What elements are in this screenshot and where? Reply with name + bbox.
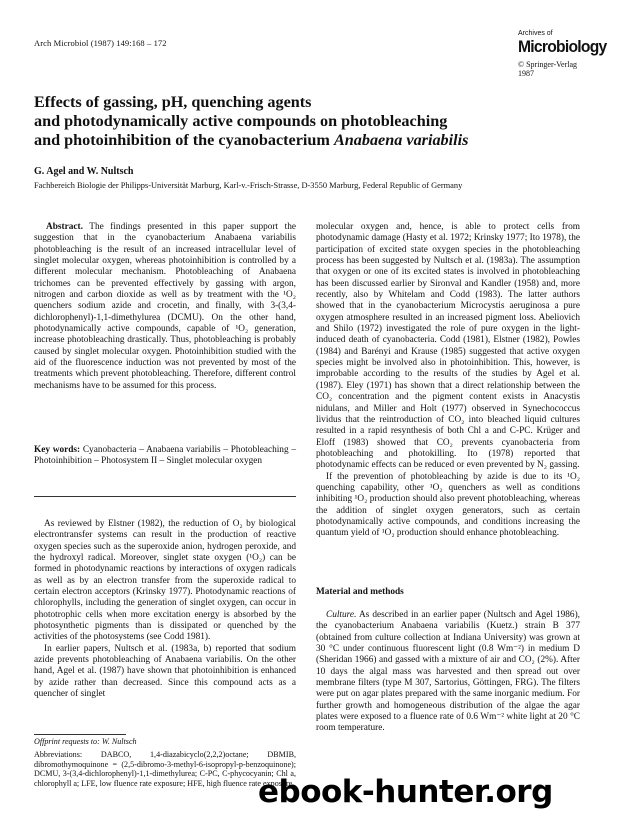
footnotes [34,737,296,789]
logo-big-text: Microbiology [518,37,607,56]
copyright-notice: © Springer-Verlag 1987 [518,60,578,78]
affiliation: Fachbereich Biologie der Philipps-Universität Marburg, Karl-v.-Frisch-Strasse, D-3550 Marburg, Federal Republic of Germany [34,181,463,190]
introduction [34,519,296,701]
methods-label: Culture. [326,610,357,620]
logo-small-text: Archives of [518,30,553,37]
abstract-text: The findings presented in this paper support the suggestion that in the cyanobacterium Anabaena variabilis photobleaching is the result of an increased intracellular level of singlet molecular oxygen, whereas photoinhibition is controlled by a different molecular mechanism. Photobleaching of Anabaena trichomes can be prevented effectively by gassing with argon, nitrogen and carbon dioxide as well as by treatment with the ¹O₂ quenchers sodium azide and crocetin, and finally, with 3-(3,4-dichlorophenyl)-1,1-dimethylurea (DCMU). On the other hand, photodynamically active compounds, capable of ¹O₂ generation, increase photobleaching drastically. Thus, photobleaching is probably caused by singlet molecular oxygen. Photoinhibition studied with the aid of the fluorescence induction was not prevented by most of the treatments which prevent photobleaching. Therefore, different control mechanisms have to be assumed for this process. [34,222,296,391]
intro-paragraph-2: In earlier papers, Nultsch et al. (1983a, b) reported that sodium azide prevents photobleaching of Anabaena variabilis. On the other hand, Agel et al. (1987) have shown that photoinhibition is enhanced by azide rather than decreased. Since this compound acts as a quencher of singlet [34,643,296,700]
title-line-3 [34,131,594,150]
keywords-text: Cyanobacteria – Anabaena variabilis – Photobleaching – Photoinhibition – Photosystem II – Singlet molecular oxygen [34,445,296,467]
abstract [34,222,296,392]
paper-title [34,93,594,150]
right-paragraph-2: If the prevention of photobleaching by azide is due to its ¹O₂ quenching capability, other ¹O₂ quenchers as well as conditions inhibiting ¹O₂ production should also prevent photobleaching, whereas the addition of singlet oxygen generators, such as certain photodynamically active compounds, and conditions increasing the quantum yield of ¹O₂ production should enhance photobleaching. [316,471,580,539]
keywords-label: Key words: [34,445,81,455]
footnote-divider [34,734,126,735]
abbreviations-note: Abbreviations: DABCO, 1,4-diazabicyclo(2,2,2)octane; DBMIB, dibromothymoquinone = (2,5-dibromo-3-methyl-6-isopropyl-p-benzoquinone); DCMU, 3-(3,4-dichlorophenyl)-1,1-dimethylurea; C-PC, C-phycocyanin; Chl a, chlorophyll a; LFE, low fluence rate exposure; HFE, high fluence rate exposure [34,749,296,789]
title-line-1: Effects of gassing, pH, quenching agents [34,93,312,111]
title-line-3-main: and photoinhibition of the cyanobacterium [34,131,334,149]
right-paragraph-1: molecular oxygen and, hence, is able to protect cells from photodynamic damage (Hasty et al. 1972; Krinsky 1977; Ito 1978), the participation of excited state oxygen species in the photobleaching process has been suggested by Nultsch et al. (1983a). The assumption that oxygen or one of its excited states is involved in photobleaching has been discussed earlier by Sironval and Kandler (1958) and, more recently, also by Whitelam and Codd (1983). The latter authors showed that in the cyanobacterium Microcystis aeruginosa a pure oxygen atmosphere resulted in an increased pigment loss. Abeliovich and Shilo (1972) investigated the role of pure oxygen in the light-induced death of cyanobacteria. Codd (1981), Elstner (1982), Powles (1984) and Barényi and Krause (1985) suggested that active oxygen species might be involved also in photoinhibition. This, however, is improbable according to the results of the studies by Agel et al. (1987). Eley (1971) has shown that a direct relationship between the CO₂ concentration and the pigment content exists in Anacystis nidulans, and Miller and Holt (1977) observed in Synechococcus lividus that the reintroduction of CO₂ into bleached liquid cultures resulted in a rapid resynthesis of both Chl a and C-PC. Krüger and Eloff (1983) showed that CO₂ prevents cyanobacteria from photobleaching and photokilling. Ito (1978) reported that photodynamic effects can be reduced or even prevented by N₂ gassing. [316,222,580,471]
journal-reference: Arch Microbiol (1987) 149:168 – 172 [34,38,167,48]
journal-logo [518,30,607,78]
section-title: Material and methods [316,587,404,597]
abstract-divider [34,496,296,497]
methods-text: As described in an earlier paper (Nultsch and Agel 1986), the cyanobacterium Anabaena variabilis (Kuetz.) strain B 377 (obtained from culture collection at Indiana University) was grown at 30 °C under continuous fluorescent light (0.8 Wm⁻²) in medium D (Sheridan 1966) and gassed with a mixture of air and CO₂ (2%). After 10 days the algal mass was harvested and then spread out over membrane filters (type M 307, Sartorius, Göttingen, FRG). The filters were put on agar plates prepared with the same inorganic medium. For further growth and homogeneous distribution of the algae the agar plates were exposed to a fluence rate of 0.6 Wm⁻² white light at 20 °C room temperature. [316,610,580,734]
methods [316,610,580,735]
watermark: ebook-hunter.org [258,774,553,810]
keywords [34,445,296,468]
offprint-note: Offprint requests to: W. Nultsch [34,737,137,746]
authors: G. Agel and W. Nultsch [34,166,134,177]
abstract-label: Abstract. [46,222,83,232]
right-column-intro [316,222,580,540]
intro-paragraph-1: As reviewed by Elstner (1982), the reduction of O₂ by biological electrontransfer systems can result in the production of reactive oxygen species such as the superoxide anion, hydrogen peroxide, and the hydroxyl radical. Moreover, singlet state oxygen (¹O₂) can be formed in photodynamic reactions by interactions of oxygen radicals as well as by an electron transfer from the superoxide radical to certain electron acceptors (Krinsky 1977). Photodynamic reactions of chlorophylls, including the generation of singlet oxygen, can occur in phototrophic cells when more excitation energy is absorbed by the photosynthetic pigments than is dissipated or quenched by the activities of the photosystems (see Codd 1981). [34,519,296,643]
title-line-2: and photodynamically active compounds on photobleaching [34,112,448,130]
title-organism: Anabaena variabilis [333,131,469,149]
